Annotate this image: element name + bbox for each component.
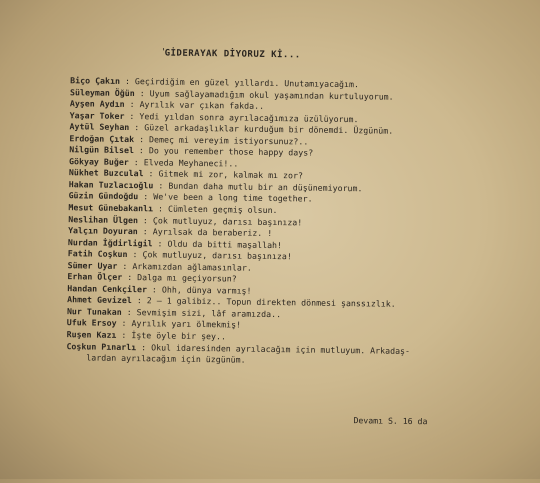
quote-line: Nur Tunakan : Sevmişim sizi, lâf aramızda..	[66, 306, 282, 320]
quote-line: Ahmet Gevizel : 2 — 1 galibiz.. Topun direkten dönmesi şanssızlık.	[67, 294, 396, 310]
quote-line: Handan Cenkçiler : Ohh, dünya varmış!	[67, 283, 252, 296]
quote-author: Handan Cenkçiler	[67, 283, 148, 295]
quote-author: Süleyman Öğün	[69, 86, 135, 98]
quote-line: Fatih Coşkun : Çok mutluyuz, darısı başınıza!	[67, 248, 292, 262]
quote-line: Aytül Seyhan : Güzel arkadaşlıklar kurduğum bir dönemdi. Üzgünüm.	[69, 121, 394, 136]
quote-text: Demeç mi vereyim istiyorsunuz?..	[149, 134, 309, 147]
quote-line: Süleyman Öğün : Uyum sağlayamadığım okul yaşamından kurtuluyorum.	[69, 86, 394, 102]
quote-line: Nilgün Bilsel : Do you remember those happy days?	[69, 144, 314, 158]
quote-author: Hakan Tuzlacıoğlu	[68, 179, 154, 191]
quote-line: Erdoğan Çıtak : Demeç mi vereyim istiyorsunuz?..	[69, 132, 309, 147]
quote-text: Çok mutluyuz, darısı başınıza!	[152, 214, 303, 228]
page-title: GİDERAYAK DİYORUZ Kİ...	[164, 48, 301, 61]
quote-author: Nurdan İğdirligil	[67, 236, 153, 249]
quote-text: Ayrılsak da beraberiz. !	[152, 226, 273, 239]
quote-line: Gökyay Buğer : Elveda Meyhaneci!..	[69, 156, 239, 169]
quote-author: Yaşar Toker	[69, 109, 125, 121]
quote-line: Yaşar Toker : Yedi yıldan sonra ayrılacağımıza üzülüyorum.	[69, 109, 359, 124]
quote-author: Mesut Günebakanlı	[68, 202, 154, 214]
quotes-list	[66, 75, 510, 370]
quote-line: Ufuk Ersoy : Ayrılık yarı ölmekmiş!	[66, 317, 242, 331]
quote-line: Erhan Ölçer : Dalga mı geçiyorsun?	[67, 271, 237, 284]
quote-line: Coşkun Pınarlı : Okul idaresinden ayrılacağım için mutluyum. Arkadaş-	[66, 340, 411, 356]
quote-text: Ayrılık var çıkan fakda..	[139, 99, 265, 111]
quote-author: Ahmet Gevizel	[67, 294, 132, 306]
quote-continuation: lardan ayrılacağım için üzgünüm.	[86, 352, 246, 365]
quote-author: Nükhet Buzculal	[68, 167, 144, 179]
quote-author: Ayşen Aydın	[69, 98, 125, 110]
quote-line: Nurdan İğdirligil : Oldu da bitti maşallah!	[67, 236, 283, 250]
quote-text: Oldu da bitti maşallah!	[167, 238, 283, 250]
quote-text: Dalga mı geçiyorsun?	[137, 272, 237, 284]
quote-text: Uyum sağlayamadığım okul yaşamından kurtuluyorum.	[149, 87, 394, 102]
quote-line: Ruşen Kazı : İşte öyle bir şey..	[66, 329, 227, 342]
continued-on-page-note: Devamı S. 16 da	[353, 415, 428, 427]
quote-text: 2 — 1 galibiz.. Topun direkten dönmesi şanssızlık.	[146, 295, 396, 310]
quote-text: Ayrılık yarı ölmekmiş!	[131, 318, 242, 331]
quote-author: Erhan Ölçer	[67, 271, 123, 283]
quote-text: Yedi yıldan sonra ayrılacağımıza üzülüyorum.	[139, 110, 359, 124]
quote-text: Güzel arkadaşlıklar kurduğum bir dönemdi. Üzgünüm.	[144, 122, 394, 136]
quote-author: Ufuk Ersoy	[66, 317, 117, 329]
quote-author: Nur Tunakan	[66, 306, 122, 317]
quote-author: Yalçın Doyuran	[68, 225, 138, 237]
quote-author: Gökyay Buğer	[69, 156, 129, 167]
quote-author: Nilgün Bilsel	[69, 144, 135, 156]
quote-author: Neslihan Ülgen	[68, 213, 139, 225]
quote-author: Coşkun Pınarlı	[66, 340, 137, 352]
quote-line: Neslihan Ülgen : Çok mutluyuz, darısı başınıza!	[68, 213, 303, 228]
quote-line: Ayşen Aydın : Ayrılık var çıkan fakda..	[69, 98, 265, 111]
quote-author: Güzin Gündoğdu	[68, 190, 139, 202]
quote-line: Yalçın Doyuran : Ayrılsak da beraberiz. !	[68, 225, 273, 239]
quote-line: Sümer Uyar : Arkamızdan ağlamasınlar.	[67, 259, 252, 273]
quote-text: We've been a long time together.	[153, 191, 313, 205]
quote-text: Gitmek mi zor, kalmak mı zor?	[158, 168, 304, 181]
quote-text: Cümleten geçmiş olsun.	[167, 203, 278, 216]
quote-text: Bundan daha mutlu bir an düşünemiyorum.	[168, 180, 363, 194]
quote-author: Ruşen Kazı	[66, 329, 117, 340]
quote-text: Arkamızdan ağlamasınlar.	[132, 260, 252, 273]
quote-text: Elveda Meyhaneci!..	[143, 157, 239, 169]
quote-author: Erdoğan Çıtak	[69, 132, 135, 144]
quote-text: Ohh, dünya varmış!	[161, 284, 252, 296]
quote-text: Çok mutluyuz, darısı başınıza!	[142, 249, 292, 262]
quote-text: Okul idaresinden ayrılacağım için mutluyum. Arkadaş-	[151, 341, 411, 356]
quote-text: Sevmişim sizi, lâf aramızda..	[136, 307, 282, 320]
quote-line: Biço Çakın : Geçirdiğim en güzel yıllardı. Unutamıyacağım.	[70, 75, 360, 90]
quote-author: Biço Çakın	[70, 75, 121, 86]
quote-author: Aytül Seyhan	[69, 121, 130, 133]
quote-text: Geçirdiğim en güzel yıllardı. Unutamıyacağım.	[134, 76, 360, 90]
quote-line: Mesut Günebakanlı : Cümleten geçmiş olsun.	[68, 202, 278, 216]
decorative-mark: '	[160, 47, 167, 58]
quote-author: Fatih Coşkun	[67, 248, 128, 260]
quote-line: Güzin Gündoğdu : We've been a long time together.	[68, 190, 313, 205]
quote-line: Hakan Tuzlacıoğlu : Bundan daha mutlu bir an düşünemiyorum.	[68, 179, 363, 194]
quote-line: Nükhet Buzculal : Gitmek mi zor, kalmak mı zor?	[68, 167, 304, 181]
quote-text: Do you remember those happy days?	[148, 145, 314, 158]
quote-author: Sümer Uyar	[67, 259, 118, 271]
quote-text: İşte öyle bir şey..	[131, 330, 227, 342]
